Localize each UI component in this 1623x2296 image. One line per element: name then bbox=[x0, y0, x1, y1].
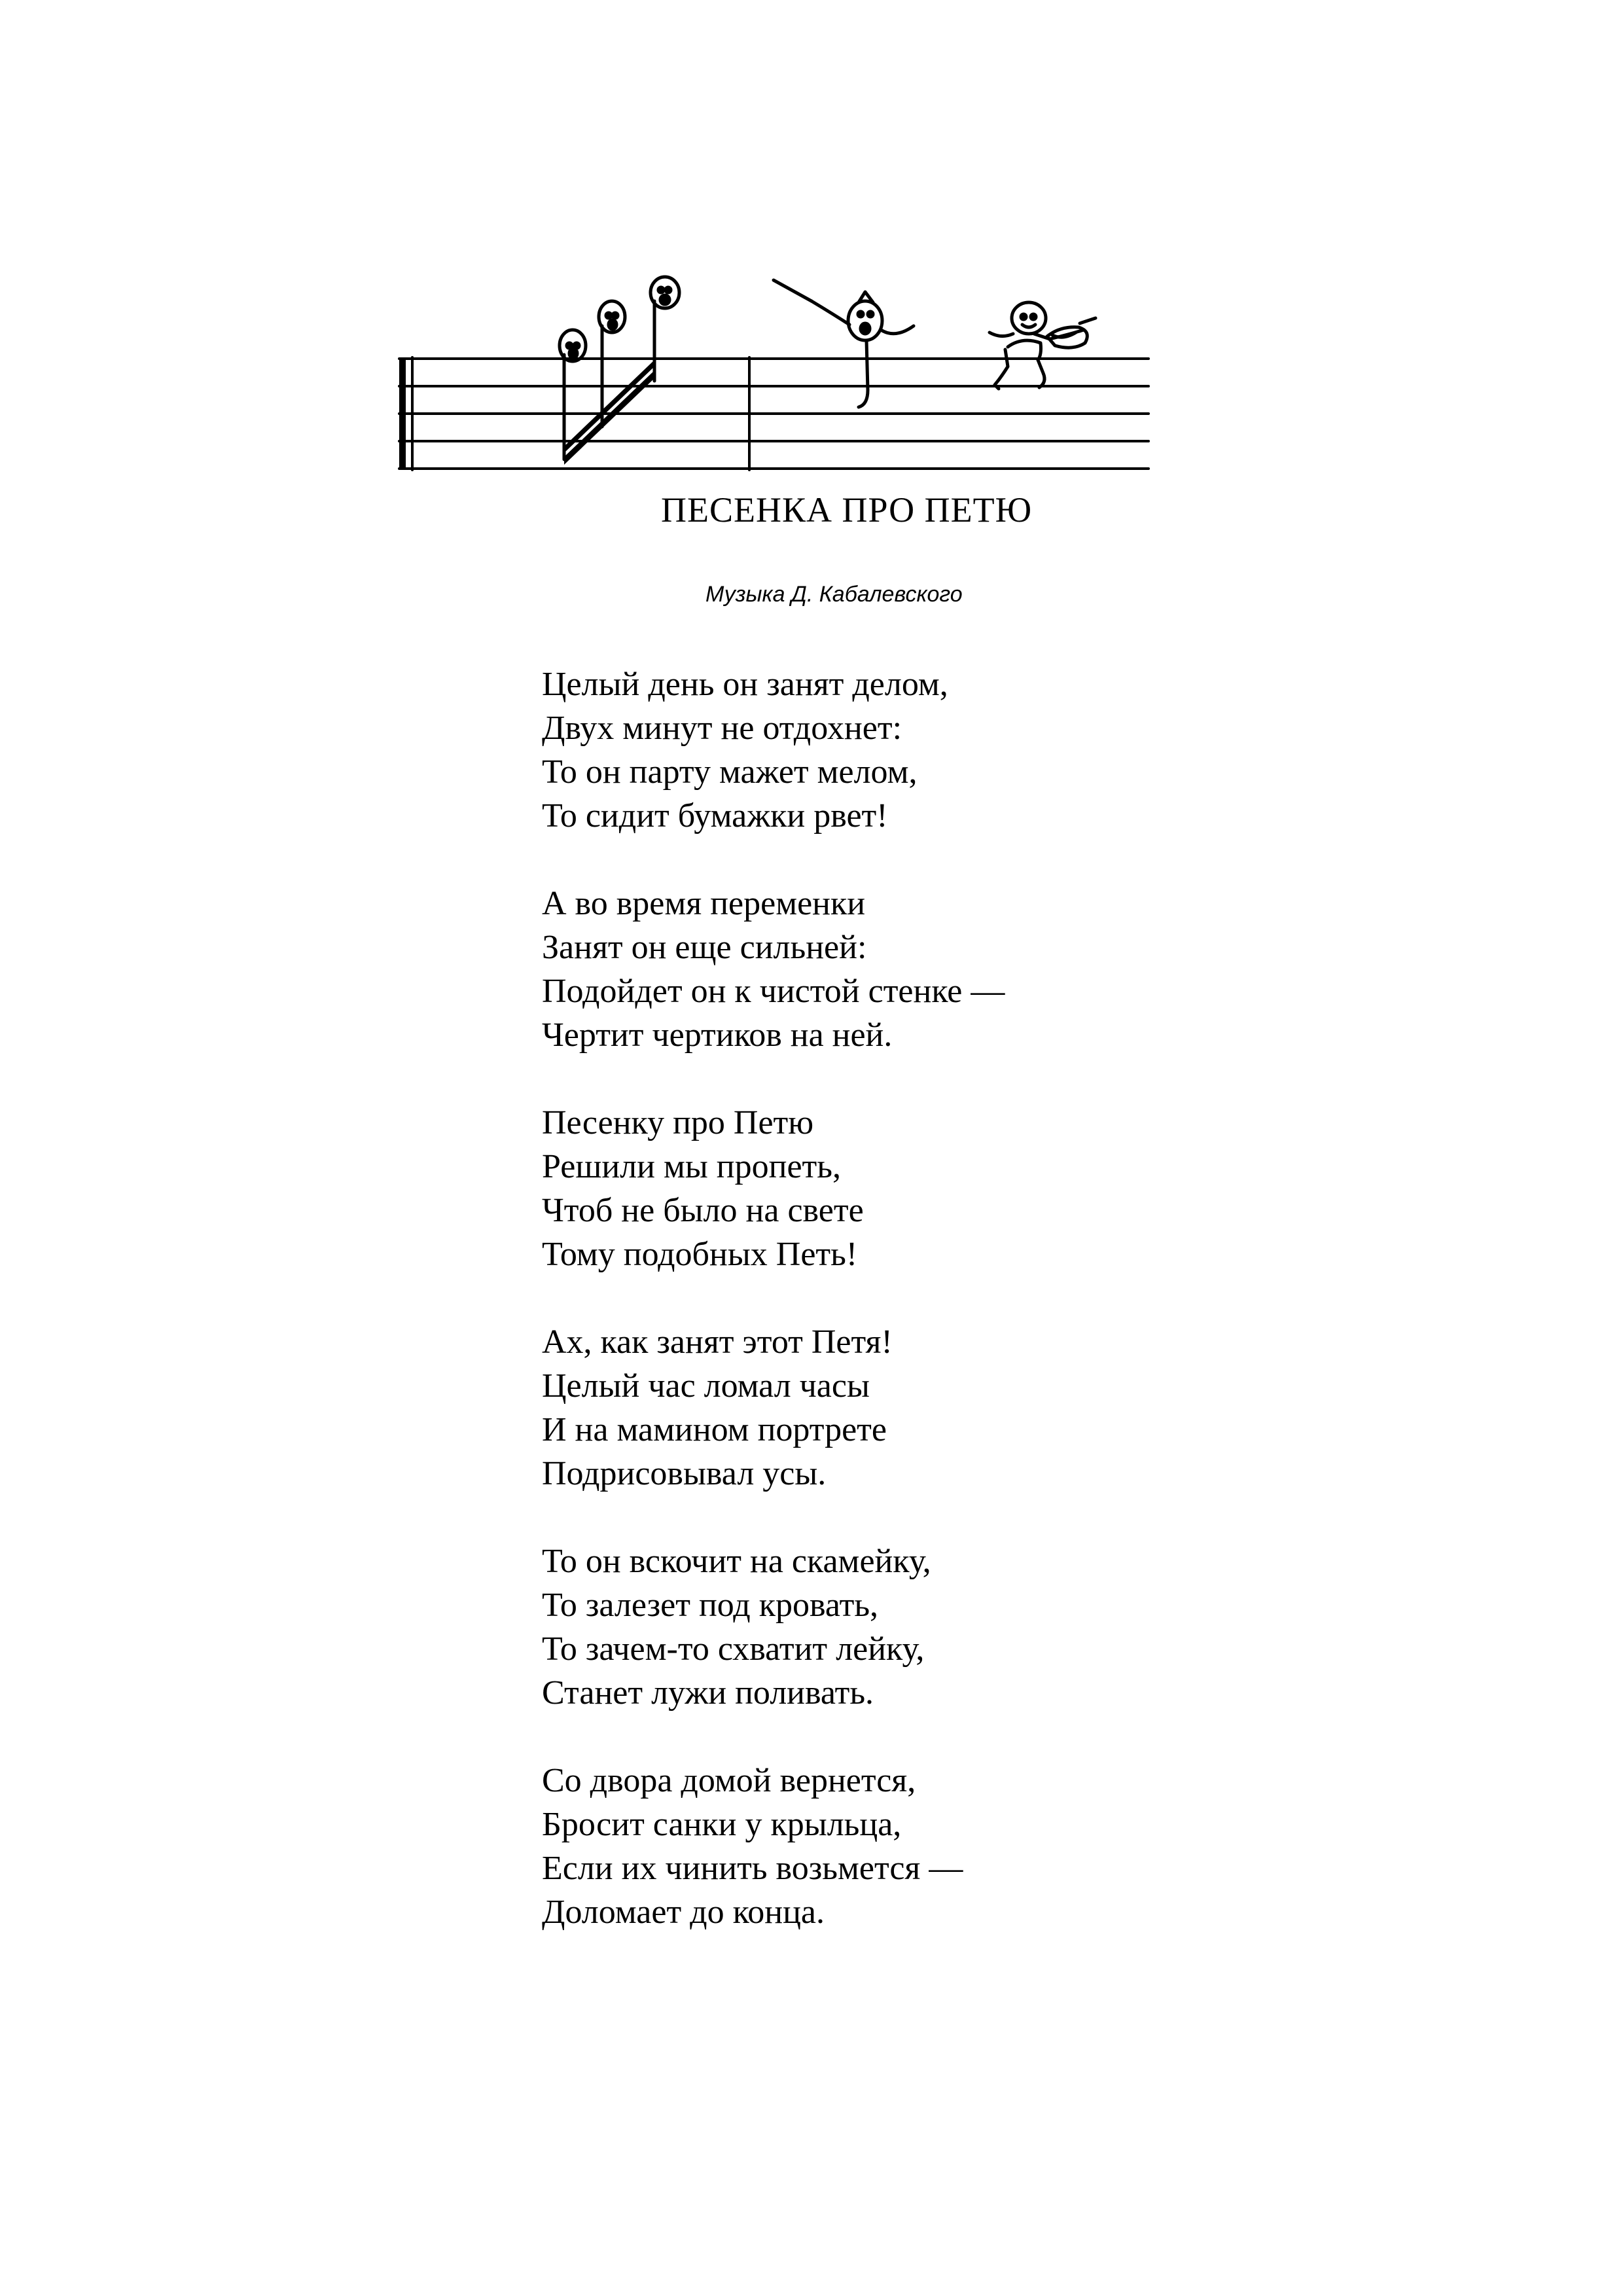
poem-line: Если их чинить возьмется — bbox=[542, 1850, 963, 1887]
conductor-note-icon bbox=[774, 280, 914, 407]
poem bbox=[542, 662, 1005, 1934]
poem-line: Подрисовывал усы. bbox=[542, 1455, 827, 1492]
poem-line: Занят он еще сильней: bbox=[542, 929, 867, 966]
poem-line: Решили мы пропеть, bbox=[542, 1148, 841, 1185]
staff-lines bbox=[399, 359, 1149, 469]
poem-line: Доломает до конца. bbox=[542, 1893, 825, 1931]
music-staff-illustration bbox=[393, 262, 1165, 471]
composer-credit: Музыка Д. Кабалевского bbox=[705, 582, 963, 607]
stanza bbox=[542, 1539, 1005, 1715]
violinist-note-icon bbox=[990, 302, 1096, 389]
stanza bbox=[542, 1759, 1005, 1934]
stanza bbox=[542, 1101, 1005, 1276]
poem-line: А во время переменки bbox=[542, 885, 866, 922]
poem-line: Чертит чертиков на ней. bbox=[542, 1016, 893, 1054]
poem-line: Станет лужи поливать. bbox=[542, 1674, 874, 1712]
poem-line: То он парту мажет мелом, bbox=[542, 753, 918, 791]
singing-notes-icon bbox=[560, 277, 679, 465]
poem-line: И на мамином портрете bbox=[542, 1411, 887, 1448]
music-staff-cartoon-icon bbox=[399, 277, 1149, 470]
song-title: ПЕСЕНКА ПРО ПЕТЮ bbox=[661, 490, 1033, 529]
poem-line: Целый день он занят делом, bbox=[542, 666, 948, 703]
poem-line: Тому подобных Петь! bbox=[542, 1236, 858, 1273]
poem-line: То зачем-то схватит лейку, bbox=[542, 1630, 925, 1668]
poem-line: Бросит санки у крыльца, bbox=[542, 1806, 902, 1843]
poem-line: Со двора домой вернется, bbox=[542, 1762, 916, 1799]
poem-line: Подойдет он к чистой стенке — bbox=[542, 973, 1005, 1010]
stanza bbox=[542, 882, 1005, 1057]
poem-line: То он вскочит на скамейку, bbox=[542, 1543, 931, 1580]
poem-line: То сидит бумажки рвет! bbox=[542, 797, 888, 834]
poem-line: Ах, как занят этот Петя! bbox=[542, 1323, 893, 1361]
poem-line: Песенку про Петю bbox=[542, 1104, 814, 1141]
start-bar-thick bbox=[399, 357, 406, 470]
stanza bbox=[542, 1320, 1005, 1496]
poem-line: Двух минут не отдохнет: bbox=[542, 709, 902, 747]
stanza bbox=[542, 662, 1005, 838]
poem-line: Целый час ломал часы bbox=[542, 1367, 870, 1405]
poem-line: То залезет под кровать, bbox=[542, 1587, 879, 1624]
poem-line: Чтоб не было на свете bbox=[542, 1192, 864, 1229]
